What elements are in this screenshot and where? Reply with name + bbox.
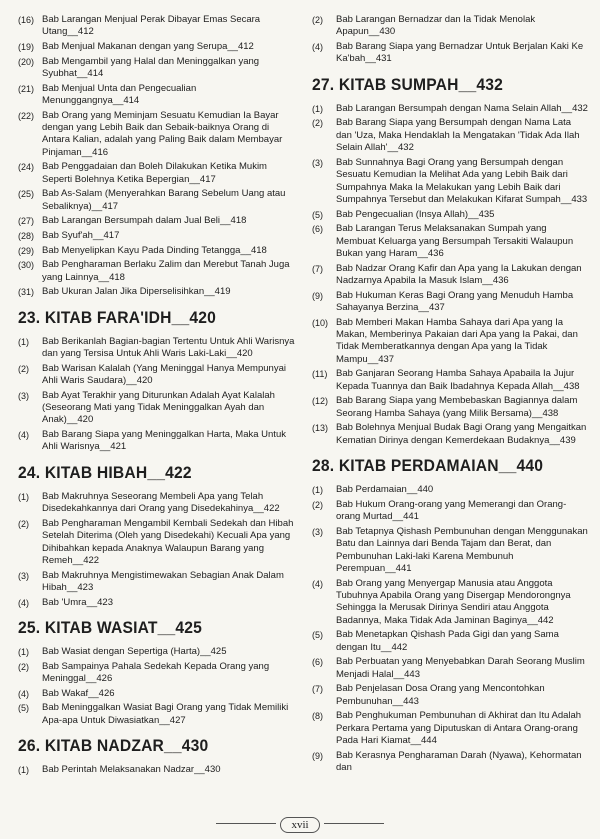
toc-entry <box>312 117 588 154</box>
entry-title: Bab Meninggalkan Wasiat Bagi Orang yang Tidak Memiliki Apa-apa Untuk Diwasiatkan__427 <box>42 702 289 726</box>
entry-number: (3) <box>18 570 29 581</box>
entry-title: Bab Orang yang Meminjam Sesuatu Kemudian Ia Bayar dengan yang Lebih Baik dan Sebaik-baiknya Orang di Antara Kalian, adalah yang Paling Baik dalam Membayar Pinjaman__416 <box>42 109 283 158</box>
toc-entry <box>18 661 296 686</box>
entry-title: Bab Menjual Makanan dengan yang Serupa__412 <box>42 41 254 52</box>
toc-entry <box>312 710 588 747</box>
entry-title: Bab Sampainya Pahala Sedekah Kepada Orang yang Meninggal__426 <box>42 660 270 685</box>
toc-entry <box>312 368 588 393</box>
entry-title: Bab Menjual Unta dan Pengecualian Menunggangnya__414 <box>42 82 197 106</box>
entry-number: (7) <box>312 263 323 274</box>
right-column <box>312 14 588 777</box>
toc-entry <box>312 750 588 775</box>
entry-number: (8) <box>312 711 323 722</box>
entry-title: Bab Bolehnya Menjual Budak Bagi Orang yang Mengaitkan Kematian Dirinya dengan Kemerdekaan Budaknya__439 <box>336 422 587 446</box>
toc-entry <box>312 209 588 221</box>
entry-title: Bab Barang Siapa yang Bernadzar Untuk Berjalan Kaki Ke Ka'bah__431 <box>336 41 584 65</box>
toc-entry <box>18 646 296 658</box>
entry-number: (2) <box>312 499 323 510</box>
entry-number: (10) <box>312 317 329 328</box>
entry-title: Bab Perdamaian__440 <box>336 484 434 496</box>
entry-number: (19) <box>18 42 35 52</box>
toc-entry <box>312 578 588 628</box>
entry-number: (4) <box>18 597 29 608</box>
toc-entry <box>312 223 588 260</box>
left-column <box>18 14 296 779</box>
entry-number: (6) <box>312 657 323 668</box>
entry-number: (28) <box>18 231 35 241</box>
entry-title: Bab Pengharaman Berlaku Zalim dan Merebut Tanah Juga yang Lainnya__418 <box>42 259 290 283</box>
entry-title: Bab Ayat Terakhir yang Diturunkan Adalah Ayat Kalalah (Seseorang Mati yang Tidak Meninggalkan Ayah dan Anak)__420 <box>42 389 275 426</box>
entry-number: (31) <box>18 287 35 298</box>
toc-entry <box>18 429 296 454</box>
entry-title: Bab Mengambil yang Halal dan Meninggalkan yang Syubhat__414 <box>42 55 260 79</box>
entry-number: (2) <box>18 518 29 529</box>
entry-title: Bab Larangan Bernadzar dan Ia Tidak Menolak Apapun__430 <box>336 14 536 38</box>
entry-title: Bab Orang yang Menyergap Manusia atau Anggota Tubuhnya Apabila Orang yang Disergap Mendorongnya Sehingga Ia Merusak Dirinya Sendiri atau Anggota Badannya, Maka Tidak Ada Jaminan Baginya__442 <box>336 577 571 626</box>
entry-title: Bab As-Salam (Menyerahkan Barang Sebelum Uang atau Sebaliknya)__417 <box>42 188 286 212</box>
toc-entry <box>18 363 296 388</box>
entry-number: (1) <box>18 336 29 347</box>
entry-number: (5) <box>18 703 29 714</box>
entry-title: Bab Menetapkan Qishash Pada Gigi dan yang Sama dengan Itu__442 <box>336 629 559 653</box>
entry-title: Bab Tetapnya Qishash Pembunuhan dengan Menggunakan Batu dan Lainnya dari Benda Tajam dan Berat, dan Pembunuhan Laki-laki Karena Membunuh Perempuan__441 <box>336 525 588 575</box>
entry-title: Bab Menyelipkan Kayu Pada Dinding Tetangga__418 <box>42 244 267 256</box>
toc-entry <box>18 110 296 160</box>
toc-entry <box>312 263 588 288</box>
entry-title: Bab 'Umra__423 <box>42 596 113 608</box>
toc-entry <box>18 259 296 284</box>
toc-entry <box>18 286 296 298</box>
entry-number: (2) <box>18 363 29 374</box>
entry-title: Bab Makruhnya Mengistimewakan Sebagian Anak Dalam Hibah__423 <box>42 569 284 594</box>
entry-number: (2) <box>18 661 29 672</box>
entry-number: (12) <box>312 396 329 407</box>
entry-number: (1) <box>18 765 29 776</box>
entry-title: Bab Penghukuman Pembunuhan di Akhirat dan Itu Adalah Perkara Pertama yang Diputuskan di Antara Orang-orang Pada Hari Kiamat__444 <box>336 710 582 747</box>
entry-title: Bab Makruhnya Seseorang Membeli Apa yang Telah Disedekahkannya dari Orang yang Disedekahinya__422 <box>42 490 280 515</box>
entry-title: Bab Perintah Melaksanakan Nadzar__430 <box>42 764 221 776</box>
entry-title: Bab Pengharaman Mengambil Kembali Sedekah dan Hibah Setelah Diterima (Oleh yang Disedekahi) Kecuali Apa yang Dihibahkan kepada Anaknya Walaupun Barang yang Remeh__422 <box>42 517 294 567</box>
toc-entry <box>312 422 588 447</box>
entry-number: (22) <box>18 110 35 121</box>
ornament-right <box>324 823 384 824</box>
toc-entry <box>18 390 296 427</box>
entry-title: Bab Syuf'ah__417 <box>42 230 120 241</box>
entry-number: (25) <box>18 189 35 200</box>
toc-entry <box>18 161 296 186</box>
entry-number: (4) <box>18 430 29 440</box>
entry-number: (2) <box>312 118 323 129</box>
toc-entry <box>18 702 296 727</box>
section-heading: 28. KITAB PERDAMAIAN__440 <box>312 456 544 476</box>
entry-number: (1) <box>312 103 323 114</box>
entry-number: (11) <box>312 369 328 380</box>
page-number: xvii <box>280 817 319 833</box>
entry-number: (9) <box>312 750 323 761</box>
entry-number: (4) <box>312 578 323 589</box>
entry-title: Bab Hukuman Keras Bagi Orang yang Menuduh Hamba Sahayanya Berzina__437 <box>336 289 574 314</box>
entry-number: (24) <box>18 162 35 173</box>
entry-title: Bab Wasiat dengan Sepertiga (Harta)__425 <box>42 646 227 658</box>
toc-entry <box>312 484 588 496</box>
ornament-left <box>216 823 276 824</box>
entry-title: Bab Barang Siapa yang Membebaskan Bagiannya dalam Seorang Hamba Sahaya (yang Milik Bersama)__438 <box>336 395 578 419</box>
toc-entry <box>18 597 296 609</box>
section-heading: 24. KITAB HIBAH__422 <box>18 462 192 482</box>
toc-entry <box>18 188 296 213</box>
toc-entry <box>18 230 296 242</box>
entry-title: Bab Kerasnya Pengharaman Darah (Nyawa), Kehormatan dan <box>336 749 582 774</box>
entry-number: (3) <box>18 390 29 401</box>
entry-title: Bab Larangan Terus Melaksanakan Sumpah yang Membuat Keluarga yang Bersumpah Tersakiti Walaupun Bukan yang Haram__436 <box>336 223 574 260</box>
section-heading: 25. KITAB WASIAT__425 <box>18 618 203 638</box>
entry-number: (20) <box>18 56 35 67</box>
entry-title: Bab Hukum Orang-orang yang Memerangi dan Orang-orang Murtad__441 <box>336 498 567 523</box>
entry-number: (7) <box>312 684 323 695</box>
entry-number: (13) <box>312 423 329 434</box>
entry-title: Bab Memberi Makan Hamba Sahaya dari Apa yang Ia Makan, Memberinya Pakaian dari Apa yang Ia Pakai, dan Tidak Memberatkannya dengan Apa yang Ia Tidak Mampu__437 <box>336 316 578 365</box>
toc-entry <box>312 683 588 708</box>
entry-number: (1) <box>18 491 29 502</box>
toc-entry <box>312 157 588 207</box>
entry-number: (21) <box>18 83 35 94</box>
toc-entry <box>312 290 588 315</box>
entry-title: Bab Perbuatan yang Menyebabkan Darah Seorang Muslim Menjadi Halal__443 <box>336 656 585 680</box>
toc-entry <box>18 83 296 108</box>
entry-title: Bab Ganjaran Seorang Hamba Sahaya Apabaila Ia Jujur Kepada Tuannya dan Baik Ibadahnya Kepada Allah__438 <box>336 368 580 392</box>
entry-number: (16) <box>18 15 35 25</box>
toc-entry <box>312 629 588 654</box>
entry-number: (5) <box>312 209 323 220</box>
toc-entry <box>18 245 296 257</box>
toc-entry <box>18 56 296 81</box>
toc-entry <box>18 41 296 53</box>
entry-number: (4) <box>18 688 29 699</box>
toc-entry <box>18 491 296 516</box>
toc-entry <box>18 688 296 700</box>
entry-title: Bab Larangan Menjual Perak Dibayar Emas Secara Utang__412 <box>42 14 261 38</box>
entry-title: Bab Barang Siapa yang Meninggalkan Harta, Maka Untuk Ahli Warisnya__421 <box>42 429 286 453</box>
section-heading: 27. KITAB SUMPAH__432 <box>312 74 504 94</box>
toc-entry <box>18 14 296 39</box>
entry-number: (6) <box>312 224 323 235</box>
toc-entry <box>18 764 296 776</box>
entry-number: (9) <box>312 290 323 301</box>
page-footer <box>0 815 600 833</box>
entry-number: (29) <box>18 245 35 256</box>
toc-entry <box>312 656 588 681</box>
entry-number: (1) <box>312 485 323 496</box>
toc-entry <box>312 499 588 524</box>
toc-entry <box>312 41 588 66</box>
toc-entry <box>18 215 296 227</box>
toc-entry <box>312 395 588 420</box>
entry-title: Bab Penggadaian dan Boleh Dilakukan Ketika Mukim Seperti Bolehnya Ketika Bepergian__417 <box>42 161 267 185</box>
entry-title: Bab Wakaf__426 <box>42 687 115 699</box>
toc-entry <box>312 526 588 576</box>
toc-entry <box>312 14 588 39</box>
entry-title: Bab Sunnahnya Bagi Orang yang Bersumpah dengan Sesuatu Kemudian Ia Melihat Ada yang Lebih Baik dari Sumpahnya Maka Ia Melakukan yang Lebih Baik dari Sumpahnya Tersebut dan Melakukan Kifarat Sumpah__433 <box>336 156 588 206</box>
section-heading: 26. KITAB NADZAR__430 <box>18 736 209 756</box>
entry-number: (2) <box>312 15 323 25</box>
section-heading: 23. KITAB FARA'IDH__420 <box>18 307 217 327</box>
entry-number: (27) <box>18 216 35 227</box>
entry-title: Bab Berikanlah Bagian-bagian Tertentu Untuk Ahli Warisnya dan yang Tersisa Untuk Ahli Waris Laki-Laki__420 <box>42 335 295 359</box>
entry-number: (5) <box>312 630 323 641</box>
entry-title: Bab Larangan Bersumpah dalam Jual Beli__418 <box>42 215 247 227</box>
toc-entry <box>312 103 588 115</box>
toc-entry <box>18 336 296 361</box>
toc-entry <box>312 317 588 367</box>
entry-number: (3) <box>312 526 323 537</box>
toc-entry <box>18 570 296 595</box>
entry-title: Bab Barang Siapa yang Bersumpah dengan Nama Lata dan 'Uza, Maka Hendaklah Ia Mengatakan 'Tidak Ada Ilah Selain Allah'__432 <box>336 117 580 154</box>
entry-title: Bab Nadzar Orang Kafir dan Apa yang Ia Lakukan dengan Nadzarnya Apabila Ia Masuk Islam__436 <box>336 262 582 287</box>
entry-number: (30) <box>18 260 35 271</box>
entry-number: (3) <box>312 157 323 168</box>
entry-title: Bab Ukuran Jalan Jika Diperselisihkan__419 <box>42 286 231 298</box>
entry-title: Bab Penjelasan Dosa Orang yang Mencontohkan Pembunuhan__443 <box>336 683 545 707</box>
entry-number: (1) <box>18 647 29 658</box>
toc-entry <box>18 518 296 568</box>
entry-title: Bab Pengecualian (Insya Allah)__435 <box>336 208 495 220</box>
entry-number: (4) <box>312 42 323 52</box>
entry-title: Bab Larangan Bersumpah dengan Nama Selain Allah__432 <box>336 102 588 114</box>
entry-title: Bab Warisan Kalalah (Yang Meninggal Hanya Mempunyai Ahli Waris Saudara)__420 <box>42 362 286 386</box>
